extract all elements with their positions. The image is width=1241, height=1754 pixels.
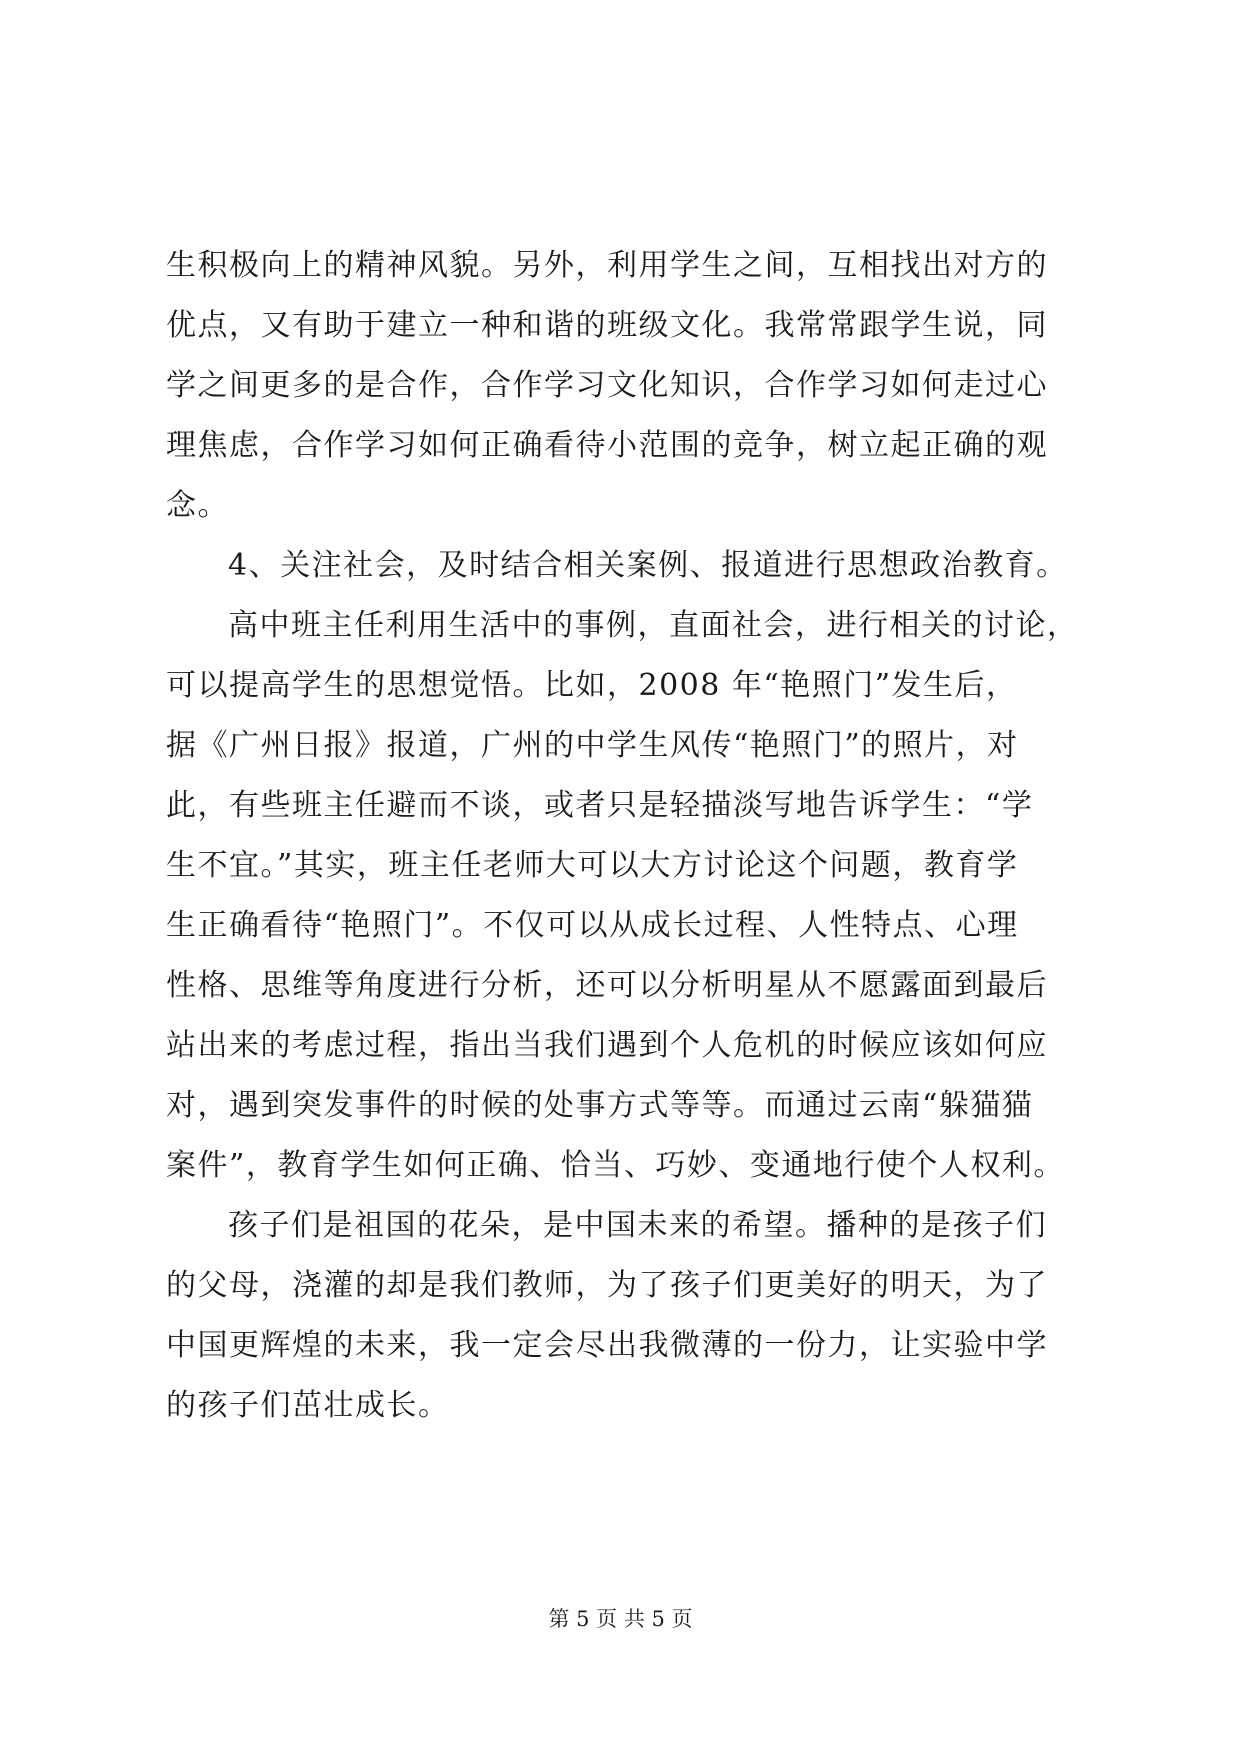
text-line: 生不宜。”其实，班主任老师大可以大方讨论这个问题，教育学 xyxy=(166,848,1019,883)
text-line: 此，有些班主任避而不谈，或者只是轻描淡写地告诉学生：“学 xyxy=(166,788,1034,823)
text-line: 站出来的考虑过程，指出当我们遇到个人危机的时候应该如何应 xyxy=(166,1028,1048,1063)
text-line: 中国更辉煌的未来，我一定会尽出我微薄的一份力，让实验中学 xyxy=(166,1328,1048,1363)
text-line: 孩子们是祖国的花朵，是中国未来的希望。播种的是孩子们 xyxy=(228,1208,1047,1243)
page-footer xyxy=(0,1604,1241,1634)
text-line: 的父母，浇灌的却是我们教师，为了孩子们更美好的明天，为了 xyxy=(166,1268,1048,1303)
text-line: 的孩子们茁壮成长。 xyxy=(166,1388,450,1423)
text-line: 念。 xyxy=(166,488,229,523)
text-line: 生积极向上的精神风貌。另外，利用学生之间，互相找出对方的 xyxy=(166,248,1048,283)
section-heading: 4、关注社会，及时结合相关案例、报道进行思想政治教育。 xyxy=(228,548,1068,583)
text-line: 性格、思维等角度进行分析，还可以分析明星从不愿露面到最后 xyxy=(166,968,1048,1003)
text-line: 案件”，教育学生如何正确、恰当、巧妙、变通地行使个人权利。 xyxy=(166,1148,1065,1183)
text-line: 理焦虑，合作学习如何正确看待小范围的竞争，树立起正确的观 xyxy=(166,428,1048,463)
page-number: 第 5 页 共 5 页 xyxy=(548,1607,693,1631)
text-line: 优点，又有助于建立一种和谐的班级文化。我常常跟学生说，同 xyxy=(166,308,1048,343)
text-line: 据《广州日报》报道，广州的中学生风传“艳照门”的照片，对 xyxy=(166,728,1019,763)
text-line: 对，遇到突发事件的时候的处事方式等等。而通过云南“躲猫猫 xyxy=(166,1088,1034,1123)
text-line: 生正确看待“艳照门”。不仅可以从成长过程、人性特点、心理 xyxy=(166,908,1019,943)
document-body xyxy=(166,236,1086,1436)
text-line: 可以提高学生的思想觉悟。比如，2008 年“艳照门”发生后， xyxy=(166,668,1018,703)
text-line: 学之间更多的是合作，合作学习文化知识，合作学习如何走过心 xyxy=(166,368,1048,403)
text-line: 高中班主任利用生活中的事例，直面社会，进行相关的讨论， xyxy=(228,608,1079,643)
